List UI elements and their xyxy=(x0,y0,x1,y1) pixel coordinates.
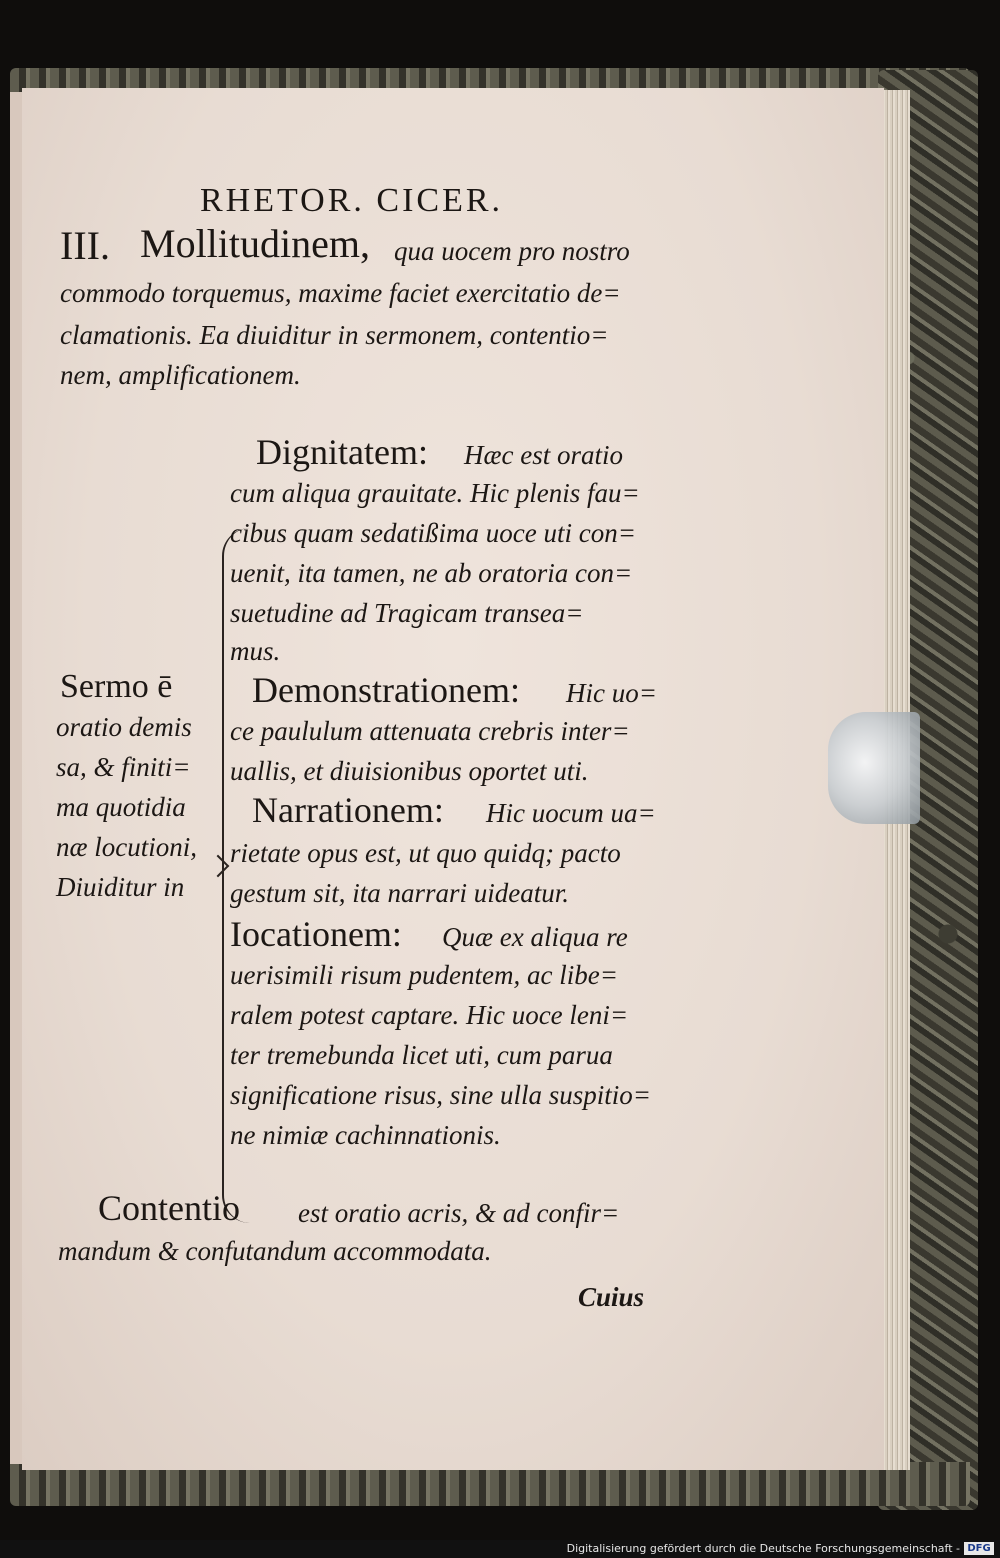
entry-iocationem-head-rest: Quæ ex aliqua re xyxy=(442,922,628,952)
page xyxy=(22,88,884,1470)
entry-demonstrationem-line: ce paululum attenuata crebris inter= xyxy=(230,716,630,746)
entry-dignitatem-line: cibus quam sedatißima uoce uti con= xyxy=(230,518,636,548)
contentio-line-2: mandum & confutandum accommodata. xyxy=(58,1236,492,1266)
sermo-line-5: næ locutioni, xyxy=(56,832,197,862)
running-header: RHETOR. CICER. xyxy=(200,182,504,219)
contentio-line-1: est oratio acris, & ad confir= xyxy=(298,1198,620,1228)
contentio-head: Contentio xyxy=(98,1188,240,1228)
entry-dignitatem-line: mus. xyxy=(230,636,281,666)
section-keyword: Mollitudinem, xyxy=(140,221,370,266)
entry-narrationem-head-rest: Hic uocum ua= xyxy=(486,798,656,828)
intro-line-3: clamationis. Ea diuiditur in sermonem, contentio= xyxy=(60,320,609,350)
entry-iocationem-line: ter tremebunda licet uti, cum parua xyxy=(230,1040,613,1070)
entry-demonstrationem-line: uallis, et diuisionibus oportet uti. xyxy=(230,756,589,786)
catchword: Cuius xyxy=(578,1282,645,1312)
page-clip xyxy=(828,712,920,824)
sermo-line-3: sa, & finiti= xyxy=(56,752,191,782)
section-numeral: III. xyxy=(60,223,110,268)
sermo-line-2: oratio demis xyxy=(56,712,192,742)
entry-narrationem-line: gestum sit, ita narrari uideatur. xyxy=(230,878,570,908)
entry-dignitatem-line: cum aliqua grauitate. Hic plenis fau= xyxy=(230,478,640,508)
entry-dignitatem-head-rest: Hæc est oratio xyxy=(464,440,623,470)
entry-dignitatem-line: uenit, ita tamen, ne ab oratoria con= xyxy=(230,558,633,588)
dfg-logo: DFG xyxy=(964,1542,994,1555)
entry-dignitatem-line: suetudine ad Tragicam transea= xyxy=(230,598,584,628)
entry-narrationem-head: Narrationem: xyxy=(252,790,444,830)
sermo-line-6: Diuiditur in xyxy=(56,872,185,902)
entry-iocationem-head: Iocationem: xyxy=(230,914,402,954)
digitization-credit: Digitalisierung gefördert durch die Deutsche Forschungsgemeinschaft - xyxy=(566,1542,960,1555)
sermo-line-4: ma quotidia xyxy=(56,792,186,822)
entry-iocationem-line: ralem potest captare. Hic uoce leni= xyxy=(230,1000,629,1030)
intro-line-1: qua uocem pro nostro xyxy=(394,236,630,266)
entry-iocationem-line: uerisimili risum pudentem, ac libe= xyxy=(230,960,618,990)
entry-iocationem-line: significatione risus, sine ulla suspitio= xyxy=(230,1080,651,1110)
entry-demonstrationem-head: Demonstrationem: xyxy=(252,670,520,710)
entry-iocationem-line: ne nimiæ cachinnationis. xyxy=(230,1120,501,1150)
brace xyxy=(222,528,254,1223)
intro-line-2: commodo torquemus, maxime faciet exercitatio de= xyxy=(60,278,621,308)
intro-line-4: nem, amplificationem. xyxy=(60,360,301,390)
entry-demonstrationem-head-rest: Hic uo= xyxy=(566,678,657,708)
entry-dignitatem-head: Dignitatem: xyxy=(256,432,428,472)
sermo-line-1: Sermo ē xyxy=(60,668,173,705)
entry-narrationem-line: rietate opus est, ut quo quidq; pacto xyxy=(230,838,621,868)
